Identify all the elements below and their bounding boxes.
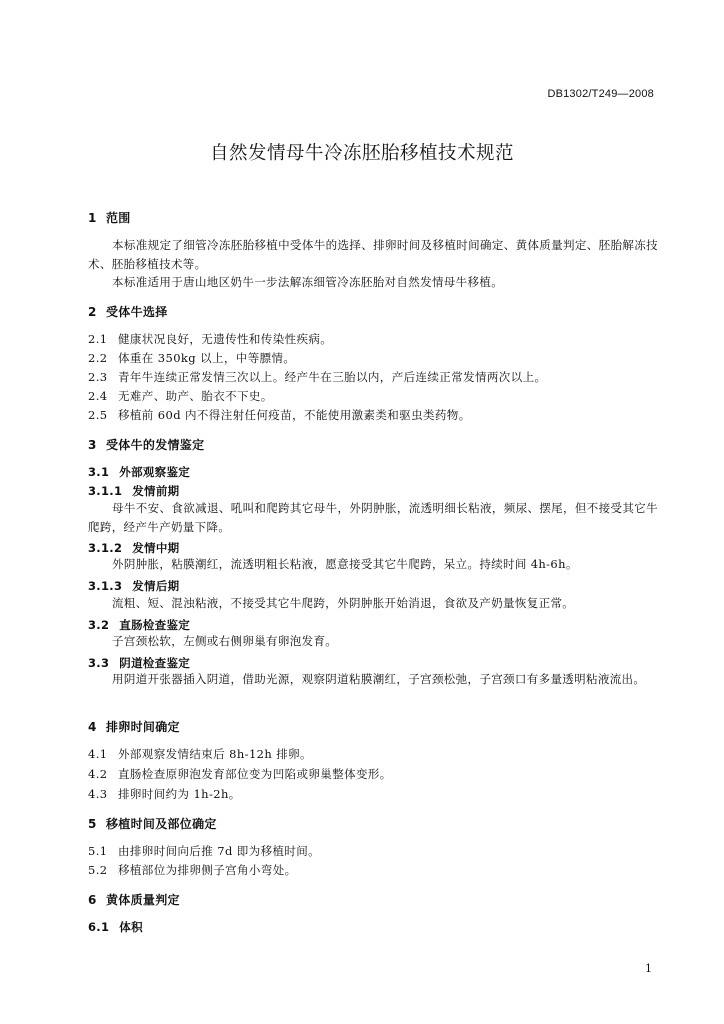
section-number: 1 bbox=[88, 211, 97, 225]
item-number: 5.1 bbox=[88, 844, 108, 858]
subsection-label: 阴道检查鉴定 bbox=[119, 656, 191, 670]
section-label: 黄体质量判定 bbox=[106, 893, 180, 907]
item-text: 外部观察发情结束后 8h-12h 排卵。 bbox=[118, 747, 312, 761]
item-text: 直肠检查原卵泡发育部位变为凹陷或卵巢整体变形。 bbox=[118, 767, 392, 781]
list-item bbox=[88, 350, 295, 366]
item-number: 4.2 bbox=[88, 767, 108, 781]
subsection-heading-3-2 bbox=[88, 617, 190, 633]
item-number: 2.4 bbox=[88, 389, 108, 403]
scope-paragraph-2: 本标准适用于唐山地区奶牛一步法解冻细管冷冻胚胎对自然发情母牛移植。 bbox=[112, 275, 504, 289]
list-item bbox=[88, 843, 320, 859]
subsection-label: 体积 bbox=[119, 920, 143, 934]
item-number: 2.1 bbox=[88, 332, 108, 346]
section-number: 2 bbox=[88, 305, 97, 319]
section-label: 排卵时间确定 bbox=[106, 720, 180, 734]
subsection-heading-6-1 bbox=[88, 919, 143, 935]
rectal-exam-paragraph: 子宫颈松软，左侧或右侧卵巢有卵泡发育。 bbox=[112, 634, 338, 648]
estrus-paragraph-mid: 外阴肿胀，粘膜潮红，流透明粗长粘液，愿意接受其它牛爬跨，呆立。持续时间 4h-6h。 bbox=[112, 557, 578, 571]
page-number: 1 bbox=[645, 962, 652, 975]
item-text: 由排卵时间向后推 7d 即为移植时间。 bbox=[118, 844, 321, 858]
item-text: 移植前 60d 内不得注射任何疫苗，不能使用激素类和驱虫类药物。 bbox=[118, 408, 471, 422]
section-label: 范围 bbox=[106, 211, 131, 225]
item-number: 2.2 bbox=[88, 351, 108, 365]
vaginal-exam-paragraph: 用阴道开张器插入阴道，借助光源，观察阴道粘膜潮红，子宫颈松弛，子宫颈口有多量透明粘液流出。 bbox=[112, 672, 646, 686]
subsection-label: 发情前期 bbox=[132, 484, 180, 498]
estrus-paragraph-early: 母牛不安、食欲减退、吼叫和爬跨其它母牛，外阴肿胀，流透明细长粘液，频尿、摆尾，但不接受其它牛爬跨，经产牛产奶量下降。 bbox=[88, 501, 658, 534]
subsection-number: 6.1 bbox=[88, 920, 110, 934]
subsection-heading-3-1-1 bbox=[88, 483, 179, 499]
subsection-number: 3.1 bbox=[88, 465, 110, 479]
subsection-heading-3-3 bbox=[88, 655, 190, 671]
section-heading-4 bbox=[88, 718, 180, 735]
subsection-label: 直肠检查鉴定 bbox=[119, 618, 191, 632]
subsection-number: 3.2 bbox=[88, 618, 110, 632]
item-text: 无难产、助产、胎衣不下史。 bbox=[118, 389, 273, 403]
list-item bbox=[88, 369, 546, 385]
list-item bbox=[88, 766, 392, 782]
item-number: 4.3 bbox=[88, 787, 108, 801]
item-text: 青年牛连续正常发情三次以上。经产牛在三胎以内，产后连续正常发情两次以上。 bbox=[118, 370, 547, 384]
subsection-number: 3.1.2 bbox=[88, 541, 123, 555]
subsection-heading-3-1-3 bbox=[88, 578, 179, 594]
section-number: 4 bbox=[88, 720, 97, 734]
list-item bbox=[88, 331, 332, 347]
section-number: 3 bbox=[88, 438, 97, 452]
section-number: 5 bbox=[88, 817, 97, 831]
item-text: 移植部位为排卵侧子宫角小弯处。 bbox=[118, 863, 297, 877]
item-number: 2.5 bbox=[88, 408, 108, 422]
item-number: 2.3 bbox=[88, 370, 108, 384]
subsection-label: 发情中期 bbox=[132, 541, 180, 555]
section-heading-2 bbox=[88, 303, 168, 320]
subsection-heading-3-1 bbox=[88, 464, 190, 480]
list-item bbox=[88, 746, 312, 762]
subsection-label: 发情后期 bbox=[132, 579, 180, 593]
subsection-number: 3.3 bbox=[88, 656, 110, 670]
section-heading-3 bbox=[88, 436, 204, 453]
item-number: 5.2 bbox=[88, 863, 108, 877]
list-item bbox=[88, 862, 297, 878]
list-item bbox=[88, 786, 241, 802]
section-label: 受体牛的发情鉴定 bbox=[106, 438, 205, 452]
subsection-label: 外部观察鉴定 bbox=[119, 465, 191, 479]
estrus-paragraph-late: 流粗、短、混浊粘液，不接受其它牛爬跨，外阴肿胀开始消退，食欲及产奶量恢复正常。 bbox=[112, 596, 575, 610]
section-number: 6 bbox=[88, 893, 97, 907]
subsection-heading-3-1-2 bbox=[88, 540, 179, 556]
list-item bbox=[88, 407, 471, 423]
section-heading-6 bbox=[88, 891, 180, 908]
section-label: 移植时间及部位确定 bbox=[106, 817, 217, 831]
section-heading-5 bbox=[88, 815, 217, 832]
section-label: 受体牛选择 bbox=[106, 305, 168, 319]
item-text: 健康状况良好，无遗传性和传染性疾病。 bbox=[118, 332, 333, 346]
item-number: 4.1 bbox=[88, 747, 108, 761]
document-title: 自然发情母牛冷冻胚胎移植技术规范 bbox=[209, 143, 514, 164]
subsection-number: 3.1.1 bbox=[88, 484, 123, 498]
item-text: 排卵时间约为 1h-2h。 bbox=[118, 787, 241, 801]
standard-code: DB1302/T249—2008 bbox=[547, 88, 654, 100]
item-text: 体重在 350kg 以上，中等膘情。 bbox=[118, 351, 296, 365]
section-heading-1 bbox=[88, 209, 131, 226]
scope-paragraph-1: 本标准规定了细管冷冻胚胎移植中受体牛的选择、排卵时间及移植时间确定、黄体质量判定、胚胎解冻技术、胚胎移植技术等。 bbox=[88, 238, 658, 271]
list-item bbox=[88, 388, 273, 404]
subsection-number: 3.1.3 bbox=[88, 579, 123, 593]
